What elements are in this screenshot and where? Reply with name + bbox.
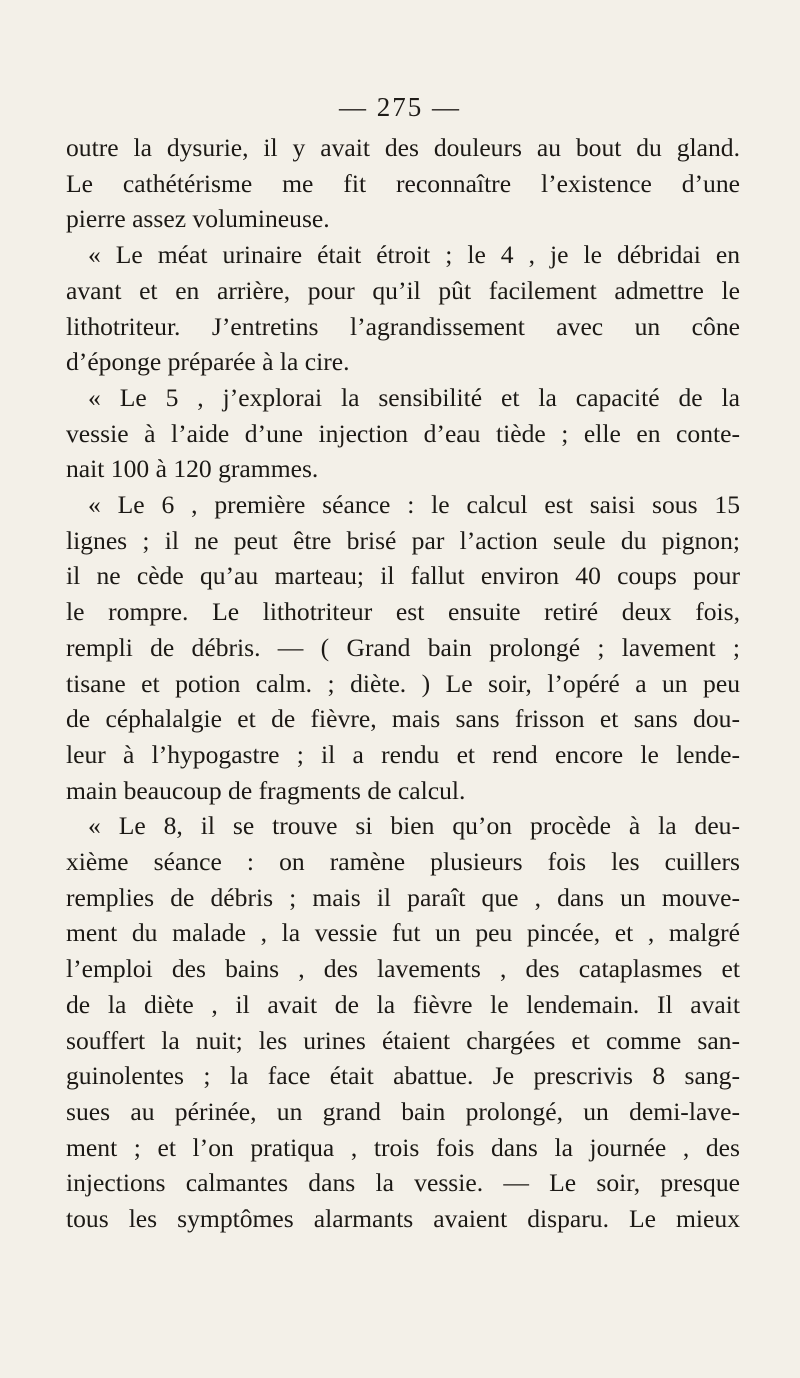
text-line: xième séance : on ramène plusieurs fois les cuillers — [66, 847, 740, 877]
text-line: outre la dysurie, il y avait des douleurs au bout du gland. — [66, 133, 740, 162]
text-line: « Le méat urinaire était étroit ; le 4 , je le débridai en — [88, 240, 740, 270]
text-line: le rompre. Le lithotriteur est ensuite retiré deux fois, — [66, 597, 740, 627]
text-line: remplies de débris ; mais il paraît que , dans un mouve- — [66, 882, 740, 912]
text-line: « Le 8, il se trouve si bien qu’on procède à la deu- — [88, 811, 740, 841]
text-line: guinolentes ; la face était abattue. Je prescrivis 8 sang- — [66, 1061, 740, 1091]
text-line: de la diète , il avait de la fièvre le lendemain. Il avait — [66, 989, 740, 1019]
text-line: injections calmantes dans la vessie. — Le soir, presque — [66, 1168, 740, 1198]
body-text — [66, 130, 740, 1237]
text-line: lithotriteur. J’entretins l’agrandissement avec un cône — [66, 311, 740, 341]
text-line: leur à l’hypogastre ; il a rendu et rend encore le lende- — [66, 739, 740, 769]
text-line: ment ; et l’on pratiqua , trois fois dans la journée , des — [66, 1132, 740, 1162]
text-line: avant et en arrière, pour qu’il pût facilement admettre le — [66, 275, 740, 305]
text-line: main beaucoup de fragments de calcul. — [66, 775, 466, 805]
text-line: l’emploi des bains , des lavements , des cataplasmes et — [66, 954, 740, 984]
text-line: tisane et potion calm. ; diète. ) Le soir, l’opéré a un peu — [66, 668, 740, 698]
text-line: souffert la nuit; les urines étaient chargées et comme san- — [66, 1025, 740, 1055]
text-line: sues au périnée, un grand bain prolongé, un demi-lave- — [66, 1096, 740, 1126]
text-line: pierre assez volumineuse. — [66, 204, 330, 234]
text-line: Le cathétérisme me fit reconnaître l’existence d’une — [66, 168, 740, 198]
text-line: de céphalalgie et de fièvre, mais sans frisson et sans dou- — [66, 704, 740, 734]
text-line: nait 100 à 120 grammes. — [66, 454, 319, 484]
page-number: — 275 — — [339, 92, 461, 122]
text-line: « Le 5 , j’explorai la sensibilité et la capacité de la — [88, 382, 740, 412]
text-line: rempli de débris. — ( Grand bain prolongé ; lavement ; — [66, 632, 740, 662]
text-line: lignes ; il ne peut être brisé par l’action seule du pignon; — [66, 525, 740, 555]
text-line: ment du malade , la vessie fut un peu pincée, et , malgré — [66, 918, 740, 948]
text-line: il ne cède qu’au marteau; il fallut environ 40 coups pour — [66, 561, 740, 591]
text-line: vessie à l’aide d’une injection d’eau tiède ; elle en conte- — [66, 418, 740, 448]
text-line: tous les symptômes alarmants avaient disparu. Le mieux — [66, 1204, 740, 1234]
text-line: d’éponge préparée à la cire. — [66, 347, 350, 377]
text-line: « Le 6 , première séance : le calcul est saisi sous 15 — [88, 490, 740, 520]
